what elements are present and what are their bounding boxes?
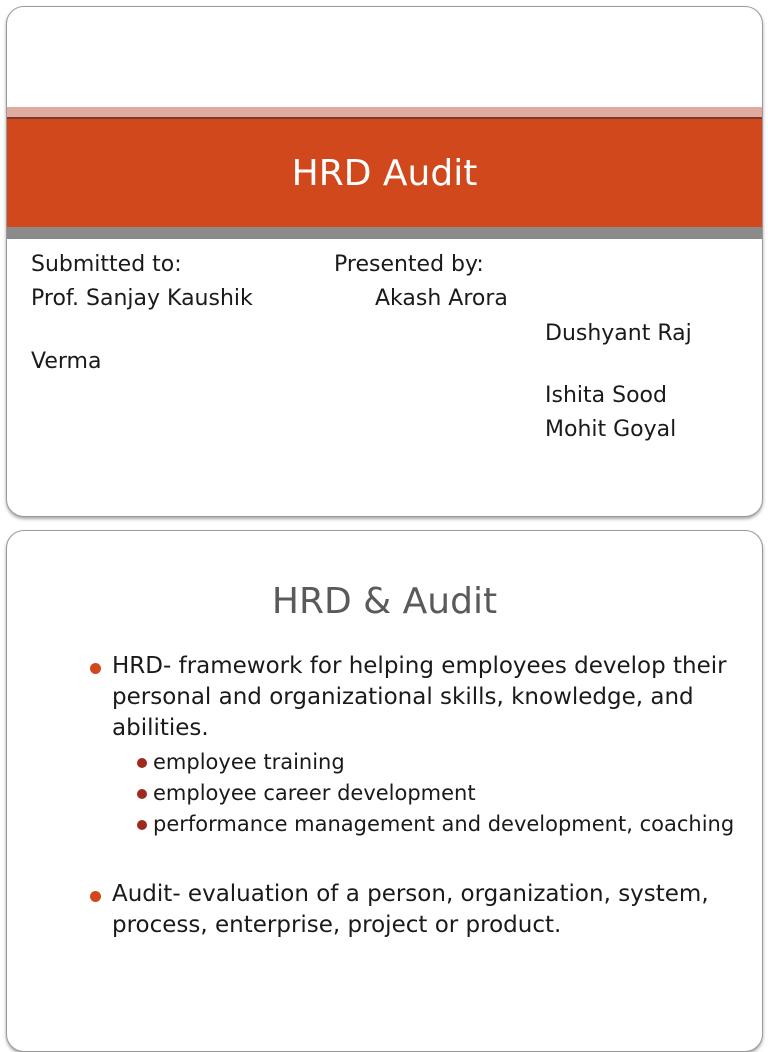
- sub-bullet-item: [132, 810, 735, 839]
- bullet-dot-icon: [90, 891, 101, 902]
- presenter-name: Akash Arora: [375, 286, 508, 311]
- slide-title: HRD Audit: [291, 152, 478, 194]
- sub-bullet-text: employee career development: [153, 781, 476, 805]
- presenter-name: Dushyant Raj: [545, 321, 692, 346]
- sub-bullet-dot-icon: [137, 758, 147, 768]
- sub-bullet-dot-icon: [137, 820, 147, 830]
- sub-bullet-item: [132, 748, 735, 777]
- gray-band: [7, 227, 762, 239]
- bullet-text: Audit- evaluation of a person, organization, system, process, enterprise, project or product.: [112, 881, 709, 938]
- bullet-dot-icon: [90, 663, 101, 674]
- accent-band-light: [7, 107, 762, 117]
- submitted-to-name: Prof. Sanjay Kaushik: [31, 286, 253, 311]
- sub-bullet-dot-icon: [137, 789, 147, 799]
- presented-by-label: Presented by:: [334, 252, 484, 277]
- sub-bullet-text: employee training: [153, 750, 345, 774]
- sub-bullet-text: performance management and development, coaching: [153, 812, 735, 836]
- bullet-item: [85, 651, 735, 839]
- submitted-to-label: Submitted to:: [31, 252, 182, 277]
- bullet-text: HRD- framework for helping employees develop their personal and organizational skills, knowledge, and abilities.: [112, 653, 727, 741]
- presenter-name: Verma: [31, 349, 102, 374]
- sub-bullet-item: [132, 779, 735, 808]
- slide-title: HRD & Audit: [271, 581, 498, 622]
- presenter-name: Mohit Goyal: [545, 417, 677, 442]
- title-band: [7, 119, 762, 227]
- sub-bullet-list: [112, 748, 735, 839]
- content-slide[interactable]: [6, 530, 763, 1052]
- bullet-list: [85, 651, 735, 941]
- list-spacer: [85, 841, 735, 879]
- title-slide[interactable]: [6, 6, 763, 517]
- bullet-item: [85, 879, 735, 941]
- presenter-name: Ishita Sood: [545, 383, 667, 408]
